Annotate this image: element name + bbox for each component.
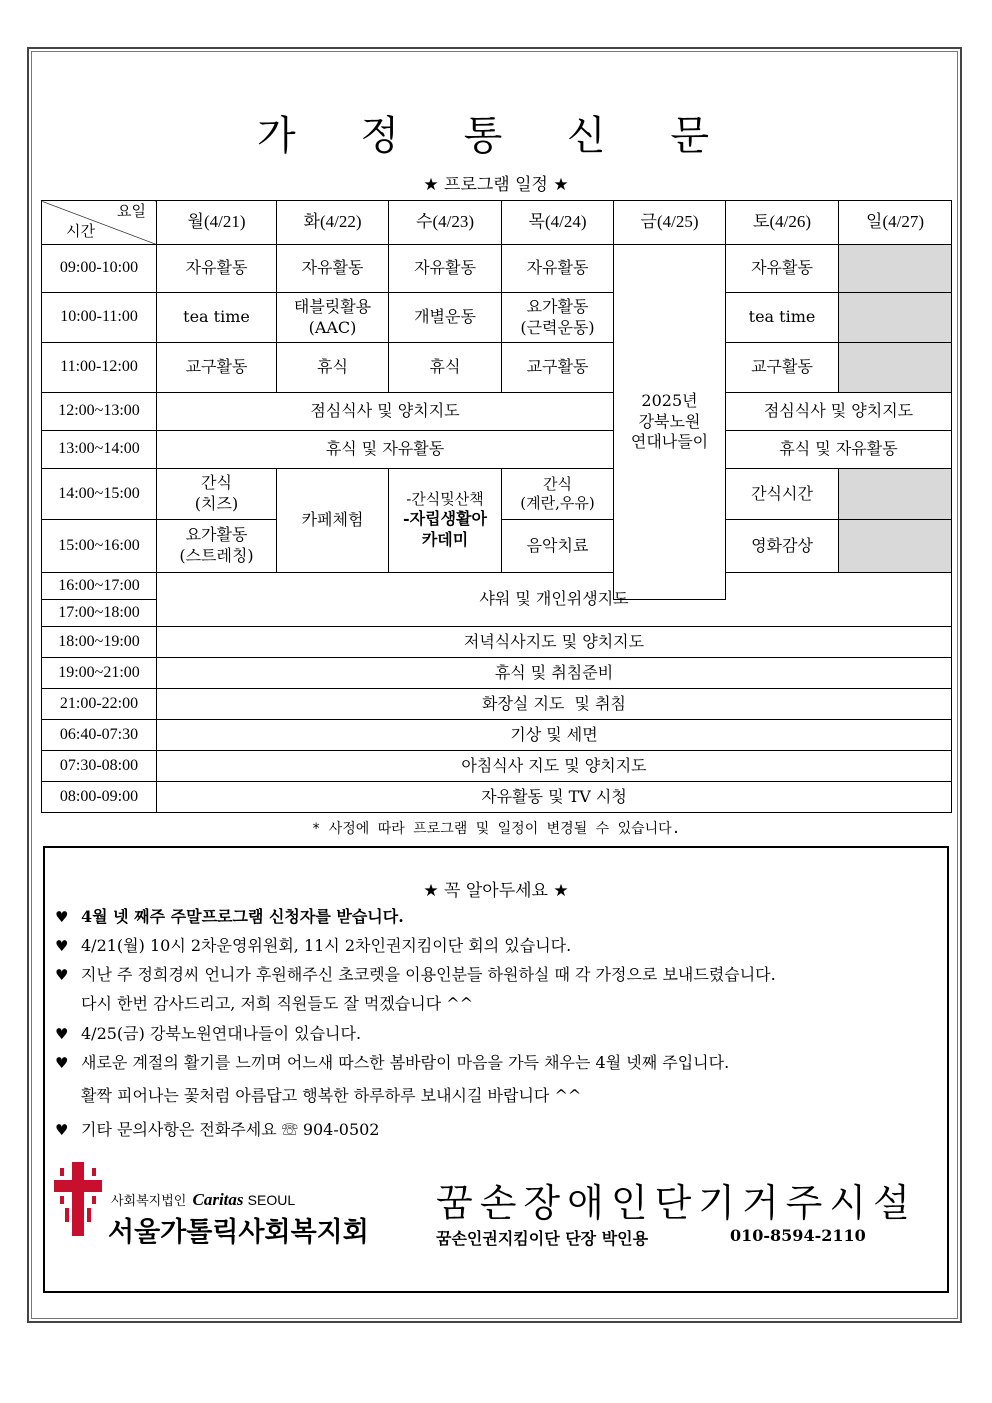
time-cell: 18:00~19:00 bbox=[42, 627, 157, 658]
activity-cell: 저녁식사지도 및 양치지도 bbox=[157, 627, 952, 658]
empty-cell bbox=[839, 343, 952, 393]
notice-text: 새로운 계절의 활기를 느끼며 어느새 따스한 봄바람이 마음을 가득 채우는 4월 넷째 주입니다. bbox=[81, 1053, 730, 1072]
table-row bbox=[42, 293, 952, 343]
activity-cell: tea time bbox=[726, 293, 839, 343]
table-row bbox=[42, 343, 952, 393]
day-header: 목(4/24) bbox=[502, 201, 614, 245]
caritas-cross-logo-icon bbox=[52, 1160, 104, 1238]
time-cell: 17:00~18:00 bbox=[42, 600, 157, 627]
day-header: 월(4/21) bbox=[157, 201, 277, 245]
table-row bbox=[42, 782, 952, 813]
schedule-change-note: * 사정에 따라 프로그램 및 일정이 변경될 수 있습니다. bbox=[311, 821, 681, 837]
activity-cell: 휴식 및 자유활동 bbox=[726, 431, 952, 469]
activity-cell: 아침식사 지도 및 양치지도 bbox=[157, 751, 952, 782]
activity-cell: 개별운동 bbox=[389, 293, 502, 343]
activity-cell: 점심식사 및 양치지도 bbox=[726, 393, 952, 431]
activity-cell: 교구활동 bbox=[726, 343, 839, 393]
table-row bbox=[42, 658, 952, 689]
phone-number: 010-8594-2110 bbox=[730, 1226, 866, 1245]
notice-continuation: 활짝 피어나는 꽃처럼 아름답고 행복한 하루하루 보내시길 바랍니다 ^^ bbox=[81, 1086, 582, 1105]
time-cell: 10:00-11:00 bbox=[42, 293, 157, 343]
heart-icon: ♥ bbox=[55, 908, 69, 926]
header-row bbox=[42, 201, 952, 245]
corner-time-label: 시간 bbox=[66, 223, 95, 240]
activity-cell: 카페체험 bbox=[277, 469, 389, 573]
day-header: 수(4/23) bbox=[389, 201, 502, 245]
activity-cell: 간식시간 bbox=[726, 469, 839, 520]
day-header: 토(4/26) bbox=[726, 201, 839, 245]
empty-cell bbox=[839, 520, 952, 573]
notice-item bbox=[55, 1050, 729, 1073]
table-row bbox=[42, 720, 952, 751]
notice-continuation: 다시 한번 감사드리고, 저희 직원들도 잘 먹겠습니다 ^^ bbox=[81, 994, 474, 1013]
activity-cell: 휴식 bbox=[277, 343, 389, 393]
time-cell: 16:00~17:00 bbox=[42, 573, 157, 600]
notice-text: 지난 주 정희경씨 언니가 후원해주신 초코렛을 이용인분들 하원하실 때 각 가정으로 보내드렸습니다. bbox=[81, 965, 776, 984]
activity-cell: 자유활동 bbox=[277, 245, 389, 293]
caritas-wordmark: Caritas bbox=[192, 1190, 244, 1209]
table-row bbox=[42, 573, 952, 600]
schedule-subtitle: ★ 프로그램 일정 ★ bbox=[423, 175, 569, 195]
activity-cell: 간식 (치즈) bbox=[157, 469, 277, 520]
activity-cell: 음악치료 bbox=[502, 520, 614, 573]
notice-item bbox=[55, 1117, 379, 1140]
time-cell: 21:00-22:00 bbox=[42, 689, 157, 720]
table-row bbox=[42, 245, 952, 293]
heart-icon: ♥ bbox=[55, 1025, 69, 1043]
activity-cell: 요가활동 (스트레칭) bbox=[157, 520, 277, 573]
heart-icon: ♥ bbox=[55, 1121, 69, 1139]
time-cell: 09:00-10:00 bbox=[42, 245, 157, 293]
time-cell: 08:00-09:00 bbox=[42, 782, 157, 813]
activity-cell: 샤워 및 개인위생지도 bbox=[157, 573, 952, 627]
activity-cell: 휴식 및 자유활동 bbox=[157, 431, 614, 469]
activity-cell: 기상 및 세면 bbox=[157, 720, 952, 751]
time-cell: 15:00~16:00 bbox=[42, 520, 157, 573]
notice-item bbox=[55, 962, 776, 985]
heart-icon: ♥ bbox=[55, 1054, 69, 1072]
empty-cell bbox=[839, 469, 952, 520]
activity-cell: 휴식 bbox=[389, 343, 502, 393]
time-cell: 06:40-07:30 bbox=[42, 720, 157, 751]
activity-cell: 점심식사 및 양치지도 bbox=[157, 393, 614, 431]
friday-outing-cell: 2025년 강북노원 연대나들이 bbox=[614, 245, 726, 600]
activity-line: -간식및산책 bbox=[406, 489, 484, 508]
corner-day-label: 요일 bbox=[117, 204, 146, 220]
empty-cell bbox=[839, 245, 952, 293]
activity-cell: 화장실 지도 및 취침 bbox=[157, 689, 952, 720]
notice-text: 기타 문의사항은 전화주세요 ☏ 904-0502 bbox=[81, 1120, 380, 1139]
time-cell: 13:00~14:00 bbox=[42, 431, 157, 469]
heart-icon: ♥ bbox=[55, 937, 69, 955]
activity-cell: 교구활동 bbox=[157, 343, 277, 393]
seoul-wordmark: SEOUL bbox=[247, 1192, 296, 1208]
notice-text: 4/21(월) 10시 2차운영위원회, 11시 2차인권지킴이단 회의 있습니다. bbox=[81, 936, 572, 955]
leader-name: 꿈손인권지킴이단 단장 박인용 bbox=[436, 1229, 649, 1248]
notice-item bbox=[55, 933, 571, 956]
day-header: 금(4/25) bbox=[614, 201, 726, 245]
corner-cell bbox=[42, 201, 157, 245]
table-row bbox=[42, 689, 952, 720]
heart-icon: ♥ bbox=[55, 966, 69, 984]
activity-line: -자립생활아 카데미 bbox=[403, 509, 487, 550]
time-cell: 11:00-12:00 bbox=[42, 343, 157, 393]
table-row bbox=[42, 469, 952, 520]
notice-text: 4월 넷 째주 주말프로그램 신청자를 받습니다. bbox=[81, 907, 404, 926]
time-cell: 07:30-08:00 bbox=[42, 751, 157, 782]
facility-name: 꿈손장애인단기거주시설 bbox=[436, 1181, 917, 1225]
activity-cell: 자유활동 bbox=[157, 245, 277, 293]
table-row bbox=[42, 431, 952, 469]
day-header: 화(4/22) bbox=[277, 201, 389, 245]
activity-cell: 교구활동 bbox=[502, 343, 614, 393]
schedule-table bbox=[41, 200, 952, 813]
empty-cell bbox=[839, 293, 952, 343]
org-name: 서울가톨릭사회복지회 bbox=[108, 1217, 369, 1248]
notice-text: 4/25(금) 강북노원연대나들이 있습니다. bbox=[81, 1024, 362, 1043]
time-cell: 19:00~21:00 bbox=[42, 658, 157, 689]
activity-cell: 영화감상 bbox=[726, 520, 839, 573]
activity-cell: 자유활동 bbox=[502, 245, 614, 293]
activity-cell: tea time bbox=[157, 293, 277, 343]
activity-cell: 간식 (계란,우유) bbox=[502, 469, 614, 520]
org-type: 사회복지법인 bbox=[111, 1194, 187, 1209]
day-header: 일(4/27) bbox=[839, 201, 952, 245]
activity-cell: 자유활동 bbox=[726, 245, 839, 293]
table-row bbox=[42, 751, 952, 782]
notice-title: ★ 꼭 알아두세요 ★ bbox=[423, 881, 569, 901]
time-cell: 14:00~15:00 bbox=[42, 469, 157, 520]
notice-item bbox=[55, 904, 404, 927]
activity-cell: 요가활동 (근력운동) bbox=[502, 293, 614, 343]
activity-cell: 자유활동 bbox=[389, 245, 502, 293]
activity-cell: 태블릿활용 (AAC) bbox=[277, 293, 389, 343]
table-row bbox=[42, 627, 952, 658]
activity-cell: 휴식 및 취침준비 bbox=[157, 658, 952, 689]
org-subtitle bbox=[111, 1190, 295, 1210]
time-cell: 12:00~13:00 bbox=[42, 393, 157, 431]
notice-item bbox=[55, 1021, 361, 1044]
activity-cell bbox=[389, 469, 502, 573]
page-title: 가 정 통 신 문 bbox=[256, 113, 736, 159]
table-row bbox=[42, 393, 952, 431]
activity-cell: 자유활동 및 TV 시청 bbox=[157, 782, 952, 813]
